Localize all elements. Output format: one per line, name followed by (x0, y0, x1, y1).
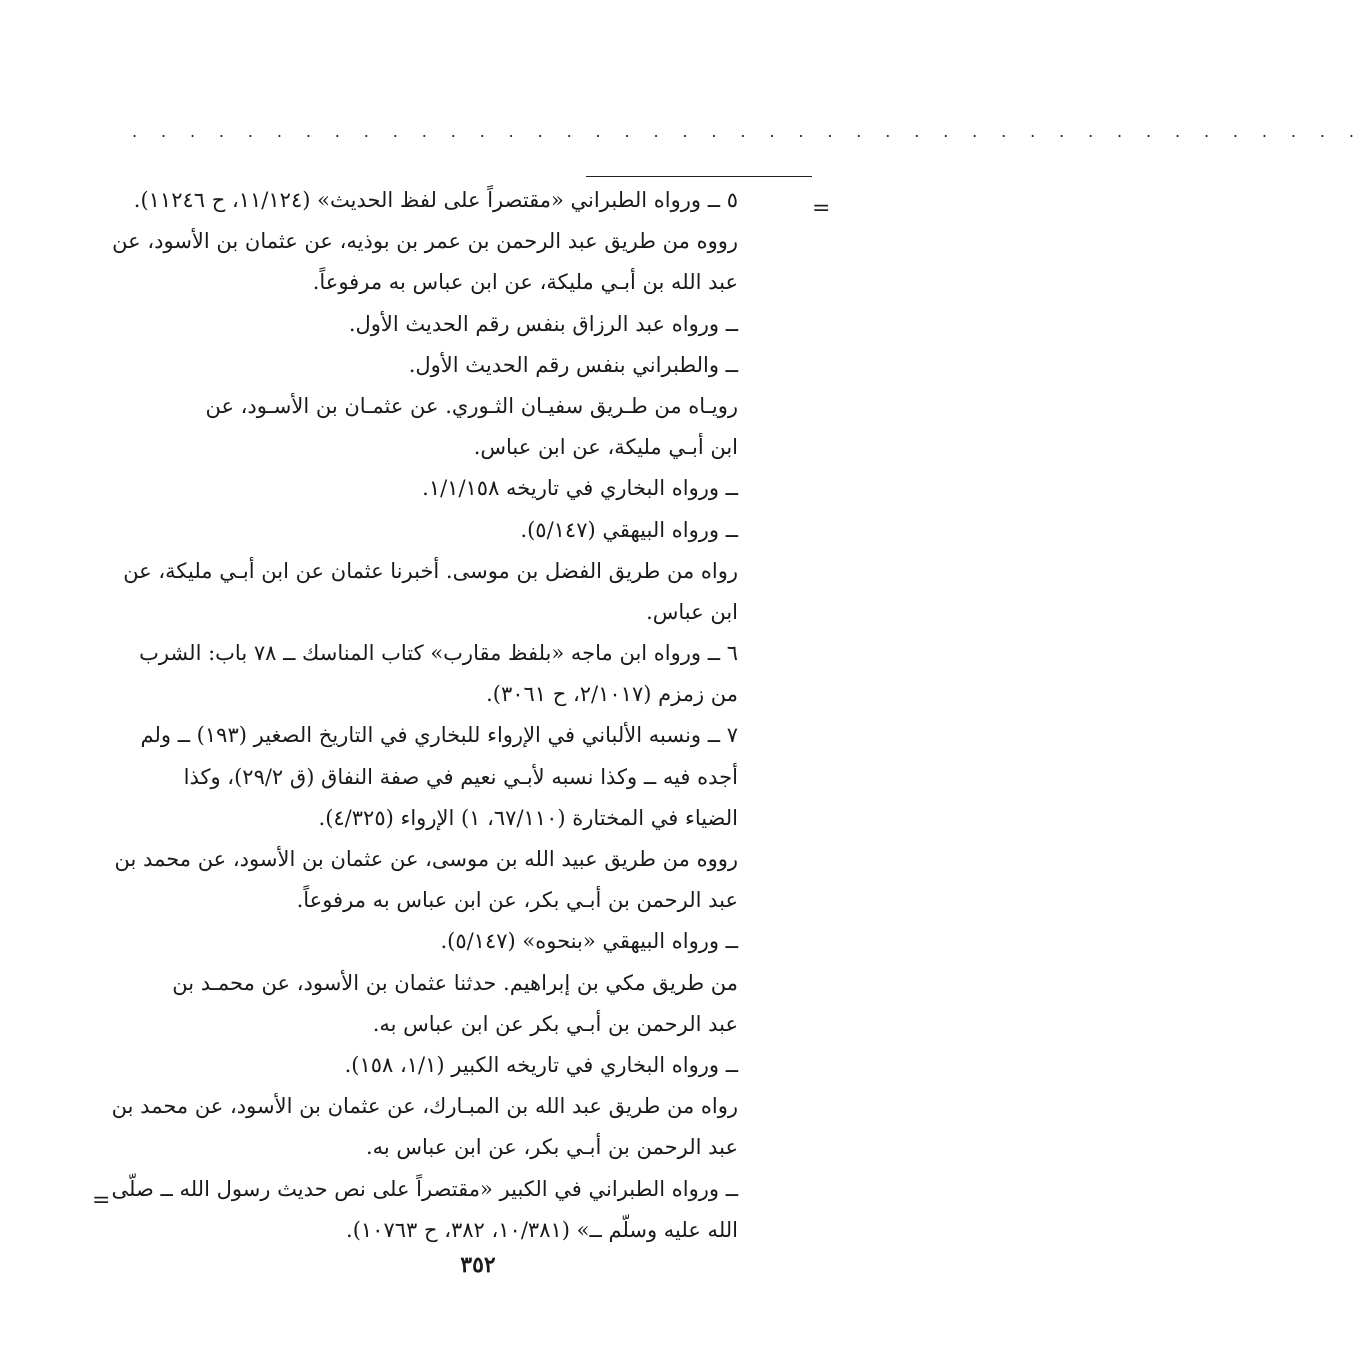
dotted-separator: . . . . . . . . . . . . . . . . . . . . . . . . . . . . . . . . . . . . . . . . . . . (132, 122, 1363, 141)
continuation-mark-top: = (812, 196, 831, 221)
text-line: ٧ ــ ونسبه الألباني في الإرواء للبخاري في التاريخ الصغير (١٩٣) ــ ولم (140, 723, 738, 748)
text-line: عبد الرحمن بن أبـي بكر، عن ابن عباس به مرفوعاً. (296, 888, 738, 913)
footnote-text (111, 180, 738, 1251)
text-line: الله عليه وسلّم ــ» (١٠/٣٨١، ٣٨٢، ح ١٠٧٦٣). (346, 1217, 738, 1242)
page-number: ٣٥٢ (460, 1252, 496, 1278)
text-line: رووه من طريق عبد الرحمن بن عمر بن بوذيه، عن عثمان بن الأسود، عن (112, 229, 738, 254)
text-line: ــ ورواه الطبراني في الكبير «مقتصراً على نص حديث رسول الله ــ صلّى (111, 1176, 738, 1201)
text-line: ابن عباس. (646, 599, 738, 624)
footnote-rule (586, 176, 812, 177)
text-line: ــ ورواه البخاري في تاريخه الكبير (١/١، ١٥٨). (344, 1052, 738, 1077)
text-line: عبد الرحمن بن أبـي بكر، عن ابن عباس به. (365, 1135, 738, 1160)
continuation-mark-bottom: = (92, 1188, 111, 1213)
text-line: من طريق مكي بن إبراهيم. حدثنا عثمان بن الأسود، عن محمـد بن (172, 970, 738, 995)
text-line: ٥ ــ ورواه الطبراني «مقتصراً على لفظ الحديث» (١١/١٢٤، ح ١١٢٤٦). (133, 188, 738, 212)
text-line: من زمزم (٢/١٠١٧، ح ٣٠٦١). (486, 682, 738, 707)
text-line: ــ ورواه البيهقي (٥/١٤٧). (520, 517, 738, 542)
text-line: رووه من طريق عبيد الله بن موسى، عن عثمان بن الأسود، عن محمد بن (114, 847, 738, 871)
text-line: ــ ورواه عبد الرزاق بنفس رقم الحديث الأول. (348, 311, 738, 336)
text-line: ٦ ــ ورواه ابن ماجه «بلفظ مقارب» كتاب المناسك ــ ٧٨ باب: الشرب (139, 641, 738, 666)
text-line: رواه من طريق الفضل بن موسى. أخبرنا عثمان عن ابن أبـي مليكة، عن (123, 558, 738, 583)
text-line: ــ ورواه البيهقي «بنحوه» (٥/١٤٧). (440, 929, 738, 954)
text-line: ــ ورواه البخاري في تاريخه ١/١/١٥٨. (422, 476, 738, 501)
text-line: رواه من طريق عبد الله بن المبـارك، عن عثمان بن الأسود، عن محمد بن (111, 1094, 738, 1119)
text-line: عبد الرحمن بن أبـي بكر عن ابن عباس به. (372, 1011, 738, 1036)
text-line: الضياء في المختارة (٦٧/١١٠، ١) الإرواء (٤/٣٢٥). (318, 805, 738, 830)
text-line: ــ والطبراني بنفس رقم الحديث الأول. (408, 352, 738, 377)
text-line: رويـاه من طـريق سفيـان الثـوري. عن عثمـان بن الأسـود، عن (205, 393, 738, 418)
text-line: أجده فيه ــ وكذا نسبه لأبـي نعيم في صفة النفاق (ق ٢٩/٢)، وكذا (183, 764, 738, 789)
text-line: ابن أبـي مليكة، عن ابن عباس. (473, 435, 738, 460)
text-line: عبد الله بن أبـي مليكة، عن ابن عباس به مرفوعاً. (312, 270, 738, 295)
